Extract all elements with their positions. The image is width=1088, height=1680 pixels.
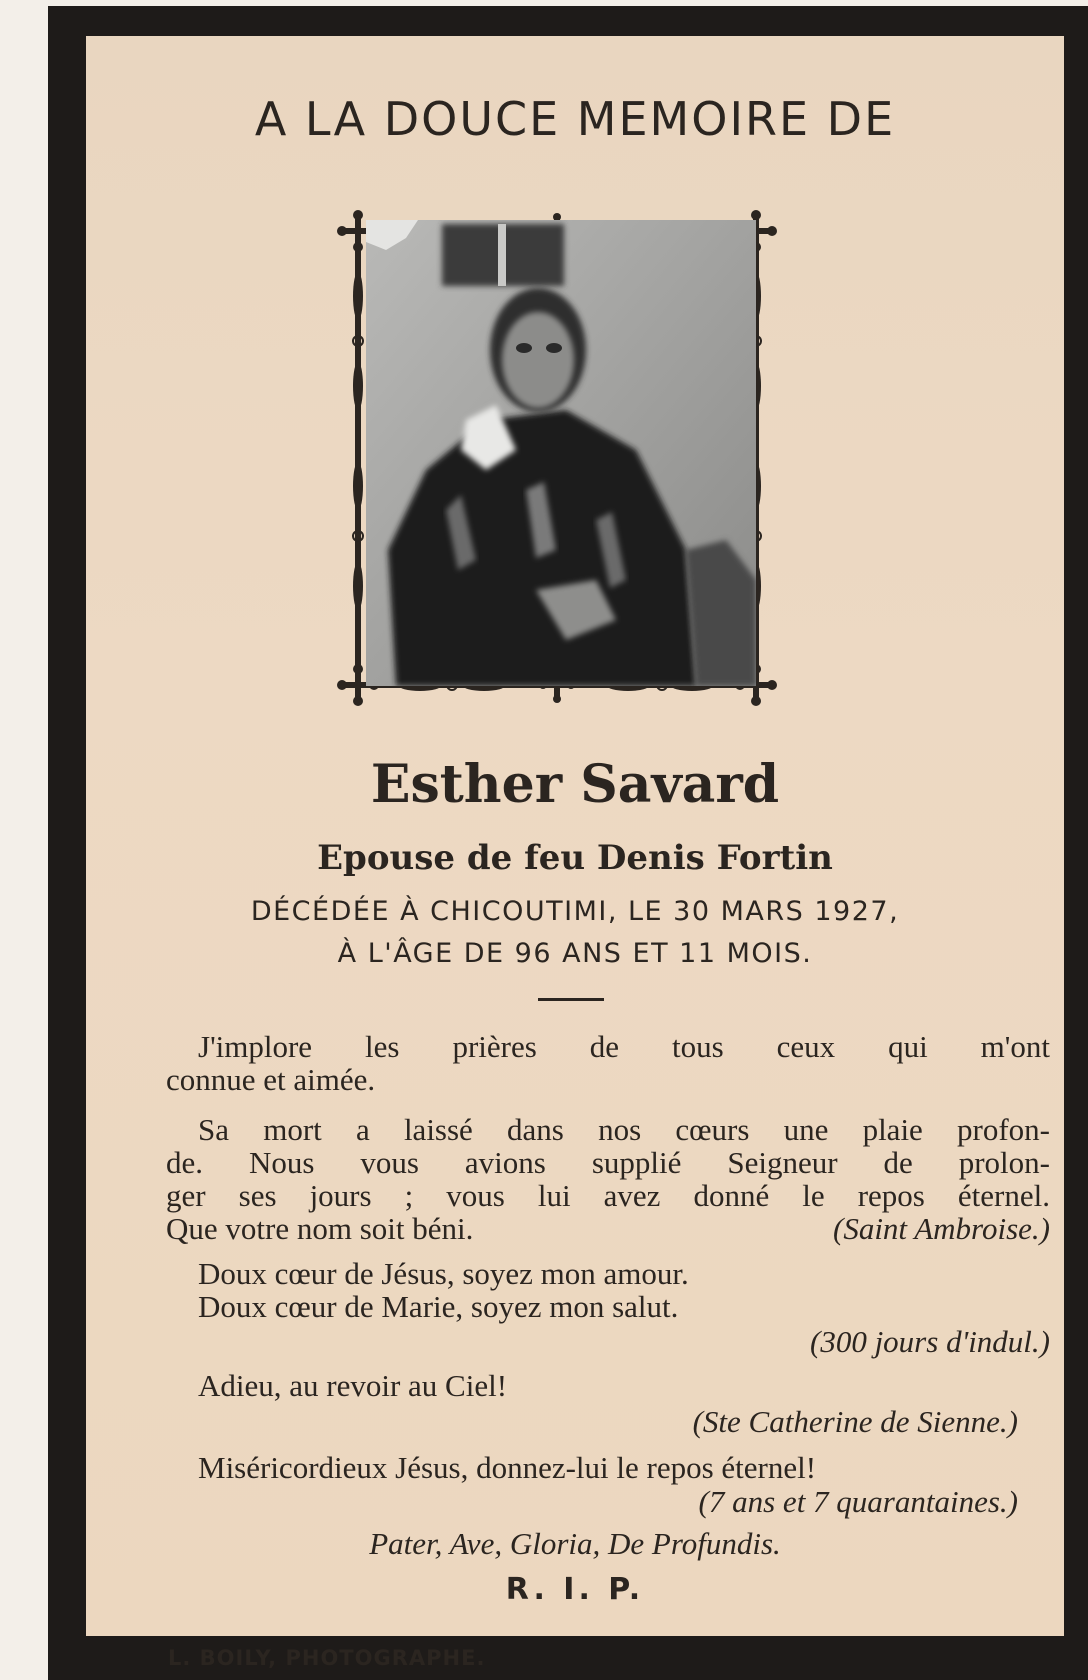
- prayer-attribution: (300 jours d'indul.): [810, 1324, 1050, 1359]
- card-heading: A LA DOUCE MEMOIRE DE: [254, 92, 896, 146]
- memorial-card: [48, 6, 1088, 1680]
- portrait-photo: [366, 220, 756, 686]
- prayer-attribution: (7 ans et 7 quarantaines.): [698, 1484, 1018, 1519]
- photographer-credit: L. BOILY, PHOTOGRAPHE.: [168, 1646, 486, 1670]
- prayer-line: Miséricordieux Jésus, donnez-lui le repos éternel!: [198, 1450, 817, 1485]
- prayer-line: Sa mort a laissé dans nos cœurs une plaie profon-: [198, 1112, 1050, 1147]
- closing-prayers: Pater, Ave, Gloria, De Profundis.: [369, 1526, 781, 1561]
- divider-rule: [538, 998, 604, 1001]
- prayer-line: Doux cœur de Marie, soyez mon salut.: [198, 1289, 679, 1324]
- prayer-line: de. Nous vous avions supplié Seigneur de prolon-: [166, 1145, 1050, 1180]
- prayer-line: Que votre nom soit béni.: [166, 1211, 474, 1246]
- prayer-line: Doux cœur de Jésus, soyez mon amour.: [198, 1256, 689, 1291]
- prayer-attribution: (Saint Ambroise.): [833, 1211, 1050, 1246]
- prayer-attribution: (Ste Catherine de Sienne.): [692, 1404, 1018, 1439]
- spouse-line: Epouse de feu Denis Fortin: [317, 838, 833, 878]
- prayer-line: Adieu, au revoir au Ciel!: [198, 1368, 508, 1403]
- prayer-line: J'implore les prières de tous ceux qui m'ont: [198, 1029, 1050, 1064]
- death-place-date: DÉCÉDÉE À CHICOUTIMI, LE 30 MARS 1927,: [250, 896, 900, 927]
- rip-text: R. I. P.: [505, 1572, 645, 1607]
- deceased-name: Esther Savard: [370, 754, 780, 815]
- prayer-line: ger ses jours ; vous lui avez donné le repos éternel.: [166, 1178, 1050, 1213]
- prayer-line: connue et aimée.: [166, 1062, 376, 1097]
- death-age: À L'ÂGE DE 96 ANS ET 11 MOIS.: [337, 938, 813, 969]
- card-paper: [86, 36, 1064, 1670]
